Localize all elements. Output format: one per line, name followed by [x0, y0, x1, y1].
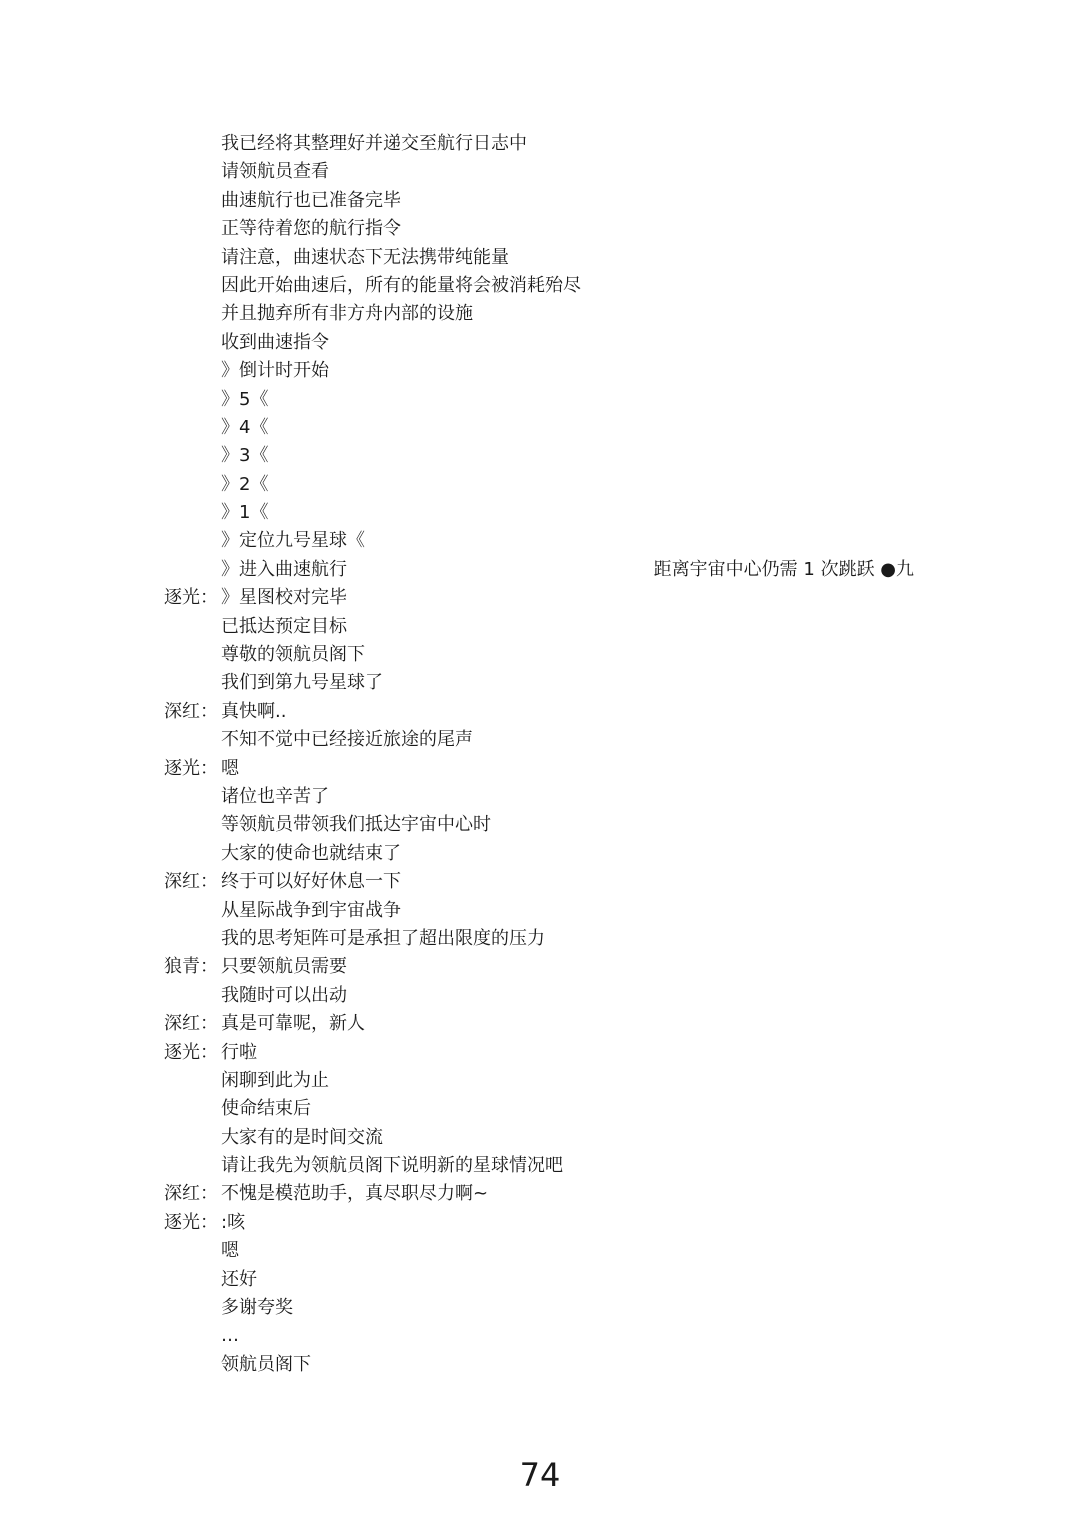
line-text: 嗯	[221, 1240, 239, 1262]
dialogue-line	[0, 442, 1080, 470]
speaker-name: 深红：	[164, 1013, 218, 1035]
line-text: 因此开始曲速后，所有的能量将会被消耗殆尽	[221, 274, 581, 296]
dialogue-line	[0, 1237, 1080, 1265]
dialogue-line	[0, 1095, 1080, 1123]
dialogue-line	[0, 953, 1080, 981]
line-text: 》5《	[221, 388, 269, 410]
line-text: 》1《	[221, 502, 269, 524]
dialogue-line	[0, 1322, 1080, 1350]
dialogue-line	[0, 1067, 1080, 1095]
line-text: 正等待着您的航行指令	[221, 218, 401, 240]
speaker-name: 深红：	[164, 871, 218, 893]
speaker-name: 狼青：	[164, 956, 218, 978]
line-text: 》2《	[221, 473, 269, 495]
line-text: 请让我先为领航员阁下说明新的星球情况吧	[221, 1155, 563, 1177]
line-text: :咳	[221, 1211, 246, 1233]
line-text: 领航员阁下	[221, 1353, 311, 1375]
dialogue-line	[0, 329, 1080, 357]
line-text: 已抵达预定目标	[221, 615, 347, 637]
line-text: 行啦	[221, 1041, 257, 1063]
dialogue-line	[0, 244, 1080, 272]
dialogue-line	[0, 925, 1080, 953]
dialogue-line	[0, 471, 1080, 499]
dialogue-line	[0, 868, 1080, 896]
line-text: 等领航员带领我们抵达宇宙中心时	[221, 814, 491, 836]
line-text: 大家有的是时间交流	[221, 1126, 383, 1148]
dialogue-line	[0, 698, 1080, 726]
dialogue-line	[0, 386, 1080, 414]
line-text: 我已经将其整理好并递交至航行日志中	[221, 133, 527, 154]
line-text: 并且抛弃所有非方舟内部的设施	[221, 303, 473, 325]
dialogue-line	[0, 726, 1080, 754]
line-text: …	[221, 1325, 239, 1347]
line-text: 》倒计时开始	[221, 360, 329, 382]
line-text: 我们到第九号星球了	[221, 672, 383, 694]
line-text: 还好	[221, 1268, 257, 1290]
dialogue-line	[0, 1209, 1080, 1237]
line-text: 尊敬的领航员阁下	[221, 644, 365, 666]
line-text: 不知不觉中已经接近旅途的尾声	[221, 729, 473, 751]
dialogue-line	[0, 584, 1080, 612]
line-text: 》3《	[221, 445, 269, 467]
dialogue-text-block	[0, 130, 1080, 1379]
line-text: 真是可靠呢，新人	[221, 1013, 365, 1035]
dialogue-line	[0, 556, 1080, 584]
line-text: 终于可以好好休息一下	[221, 871, 401, 893]
dialogue-line	[0, 158, 1080, 186]
dialogue-line	[0, 215, 1080, 243]
line-text: 真快啊..	[221, 700, 287, 722]
line-text: 从星际战争到宇宙战争	[221, 899, 401, 921]
line-text: 闲聊到此为止	[221, 1069, 329, 1091]
line-text: 多谢夸奖	[221, 1297, 293, 1319]
dialogue-line	[0, 272, 1080, 300]
line-text: 》4《	[221, 416, 269, 438]
dialogue-line	[0, 1124, 1080, 1152]
speaker-name: 深红：	[164, 1183, 218, 1205]
dialogue-line	[0, 811, 1080, 839]
dialogue-line	[0, 982, 1080, 1010]
line-text: 请领航员查看	[221, 161, 329, 183]
dialogue-line	[0, 414, 1080, 442]
line-text: 我的思考矩阵可是承担了超出限度的压力	[221, 927, 545, 949]
dialogue-line	[0, 1180, 1080, 1208]
speaker-name: 逐光：	[164, 1211, 218, 1233]
dialogue-line	[0, 755, 1080, 783]
line-text: 收到曲速指令	[221, 331, 329, 353]
dialogue-line	[0, 669, 1080, 697]
dialogue-line	[0, 1152, 1080, 1180]
dialogue-line	[0, 613, 1080, 641]
dialogue-line	[0, 840, 1080, 868]
dialogue-line	[0, 187, 1080, 215]
dialogue-line	[0, 130, 1080, 158]
dialogue-line	[0, 641, 1080, 669]
line-text: 不愧是模范助手，真尽职尽力啊~	[221, 1183, 489, 1205]
line-text: 》进入曲速航行	[221, 558, 347, 580]
dialogue-line	[0, 527, 1080, 555]
page-number: 74	[519, 1456, 561, 1494]
line-text: 曲速航行也已准备完毕	[221, 189, 401, 211]
dialogue-line	[0, 1351, 1080, 1379]
line-text: 》定位九号星球《	[221, 530, 365, 552]
dialogue-line	[0, 1039, 1080, 1067]
line-text: 大家的使命也就结束了	[221, 842, 401, 864]
dialogue-line	[0, 1010, 1080, 1038]
speaker-name: 逐光：	[164, 587, 218, 609]
speaker-name: 逐光：	[164, 1041, 218, 1063]
dialogue-line	[0, 897, 1080, 925]
speaker-name: 深红：	[164, 700, 218, 722]
line-text: 嗯	[221, 757, 239, 779]
line-text: 使命结束后	[221, 1098, 311, 1120]
speaker-name: 逐光：	[164, 757, 218, 779]
dialogue-line	[0, 1266, 1080, 1294]
dialogue-line	[0, 499, 1080, 527]
jump-status-note: 距离宇宙中心仍需 1 次跳跃 ●九	[653, 558, 914, 580]
line-text: 》星图校对完毕	[221, 587, 347, 609]
line-text: 诸位也辛苦了	[221, 785, 329, 807]
line-text: 我随时可以出动	[221, 984, 347, 1006]
line-text: 只要领航员需要	[221, 956, 347, 978]
dialogue-line	[0, 300, 1080, 328]
dialogue-line	[0, 783, 1080, 811]
dialogue-line	[0, 1294, 1080, 1322]
dialogue-line	[0, 357, 1080, 385]
line-text: 请注意，曲速状态下无法携带纯能量	[221, 246, 509, 268]
